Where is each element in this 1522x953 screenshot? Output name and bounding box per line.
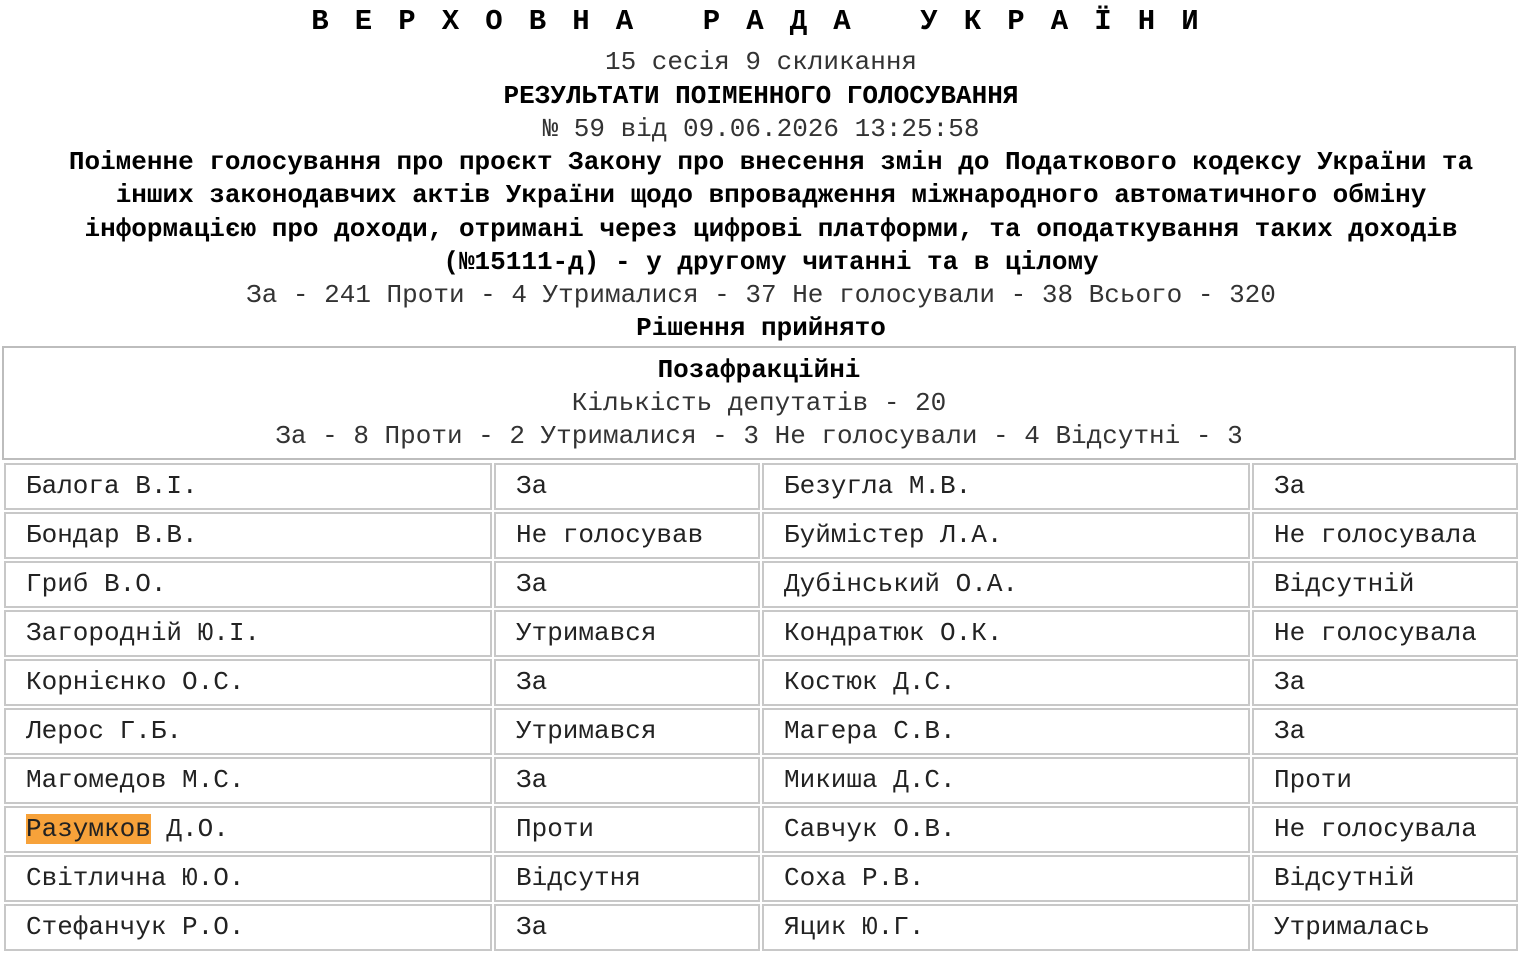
- deputy-vote: Відсутній: [1252, 561, 1518, 608]
- deputy-name: Бондар В.В.: [4, 512, 492, 559]
- deputy-vote: За: [494, 904, 760, 951]
- table-row: [4, 610, 1518, 657]
- deputy-vote: За: [1252, 659, 1518, 706]
- deputy-name: Костюк Д.С.: [762, 659, 1250, 706]
- deputy-name: [4, 806, 492, 853]
- vote-decision: Рішення прийнято: [636, 313, 886, 343]
- table-row: [4, 904, 1518, 951]
- vote-totals: За - 241 Проти - 4 Утрималися - 37 Не голосували - 38 Всього - 320: [246, 280, 1276, 310]
- deputy-vote: За: [494, 659, 760, 706]
- deputy-vote: Відсутній: [1252, 855, 1518, 902]
- deputy-name: Загородній Ю.І.: [4, 610, 492, 657]
- deputy-name: Дубінський О.А.: [762, 561, 1250, 608]
- deputy-vote: Відсутня: [494, 855, 760, 902]
- table-row: [4, 463, 1518, 510]
- table-row: [4, 512, 1518, 559]
- deputy-vote: Утримався: [494, 610, 760, 657]
- deputy-vote: За: [494, 757, 760, 804]
- table-row: [4, 757, 1518, 804]
- deputy-name: Микиша Д.С.: [762, 757, 1250, 804]
- deputy-vote: За: [1252, 708, 1518, 755]
- votes-table: [2, 461, 1520, 953]
- search-highlight: Разумков: [26, 814, 151, 844]
- deputy-name: Балога В.І.: [4, 463, 492, 510]
- faction-member-count: Кількість депутатів - 20: [571, 388, 947, 418]
- deputy-name: Стефанчук Р.О.: [4, 904, 492, 951]
- deputy-name: Корнієнко О.С.: [4, 659, 492, 706]
- deputy-name: Магера С.В.: [762, 708, 1250, 755]
- deputy-name: Савчук О.В.: [762, 806, 1250, 853]
- table-row: [4, 659, 1518, 706]
- deputy-name: Безугла М.В.: [762, 463, 1250, 510]
- table-row: [4, 806, 1518, 853]
- table-row: [4, 561, 1518, 608]
- deputy-name: Магомедов М.С.: [4, 757, 492, 804]
- deputy-name: Гриб В.О.: [4, 561, 492, 608]
- deputy-initials: Д.О.: [150, 814, 229, 844]
- faction-summary: [2, 346, 1516, 460]
- deputy-name: Яцик Ю.Г.: [762, 904, 1250, 951]
- deputy-vote: Утримався: [494, 708, 760, 755]
- vote-subject: Поіменне голосування про проєкт Закону про внесення змін до Податкового кодексу України та інших законодавчих актів України щодо впровадження міжнародного автоматичного обміну інформацією про доходи, отримані через цифрові платформи, та оподаткування таких доходів (№15111-д) - у другому читанні та в цілому: [68, 147, 1474, 277]
- faction-totals: За - 8 Проти - 2 Утрималися - 3 Не голосували - 4 Відсутні - 3: [275, 421, 1243, 451]
- vote-number: № 59 від 09.06.2026 13:25:58: [542, 114, 980, 144]
- deputy-vote: Не голосувала: [1252, 806, 1518, 853]
- table-row: [4, 708, 1518, 755]
- deputy-vote: Не голосувала: [1252, 610, 1518, 657]
- deputy-name: Кондратюк О.К.: [762, 610, 1250, 657]
- deputy-vote: За: [1252, 463, 1518, 510]
- deputy-name: Соха Р.В.: [762, 855, 1250, 902]
- table-row: [4, 855, 1518, 902]
- deputy-vote: Утрималась: [1252, 904, 1518, 951]
- session-info: 15 сесія 9 скликання: [604, 47, 918, 77]
- deputy-name: Буймістер Л.А.: [762, 512, 1250, 559]
- deputy-vote: Проти: [494, 806, 760, 853]
- deputy-vote: Не голосувала: [1252, 512, 1518, 559]
- faction-name: Позафракційні: [657, 355, 861, 385]
- deputy-vote: Не голосував: [494, 512, 760, 559]
- parliament-title: ВЕРХОВНА РАДА УКРАЇНИ: [311, 5, 1225, 38]
- deputy-vote: За: [494, 463, 760, 510]
- results-title: РЕЗУЛЬТАТИ ПОІМЕННОГО ГОЛОСУВАННЯ: [503, 81, 1019, 111]
- deputy-name: Світлична Ю.О.: [4, 855, 492, 902]
- deputy-vote: Проти: [1252, 757, 1518, 804]
- deputy-vote: За: [494, 561, 760, 608]
- deputy-name: Лерос Г.Б.: [4, 708, 492, 755]
